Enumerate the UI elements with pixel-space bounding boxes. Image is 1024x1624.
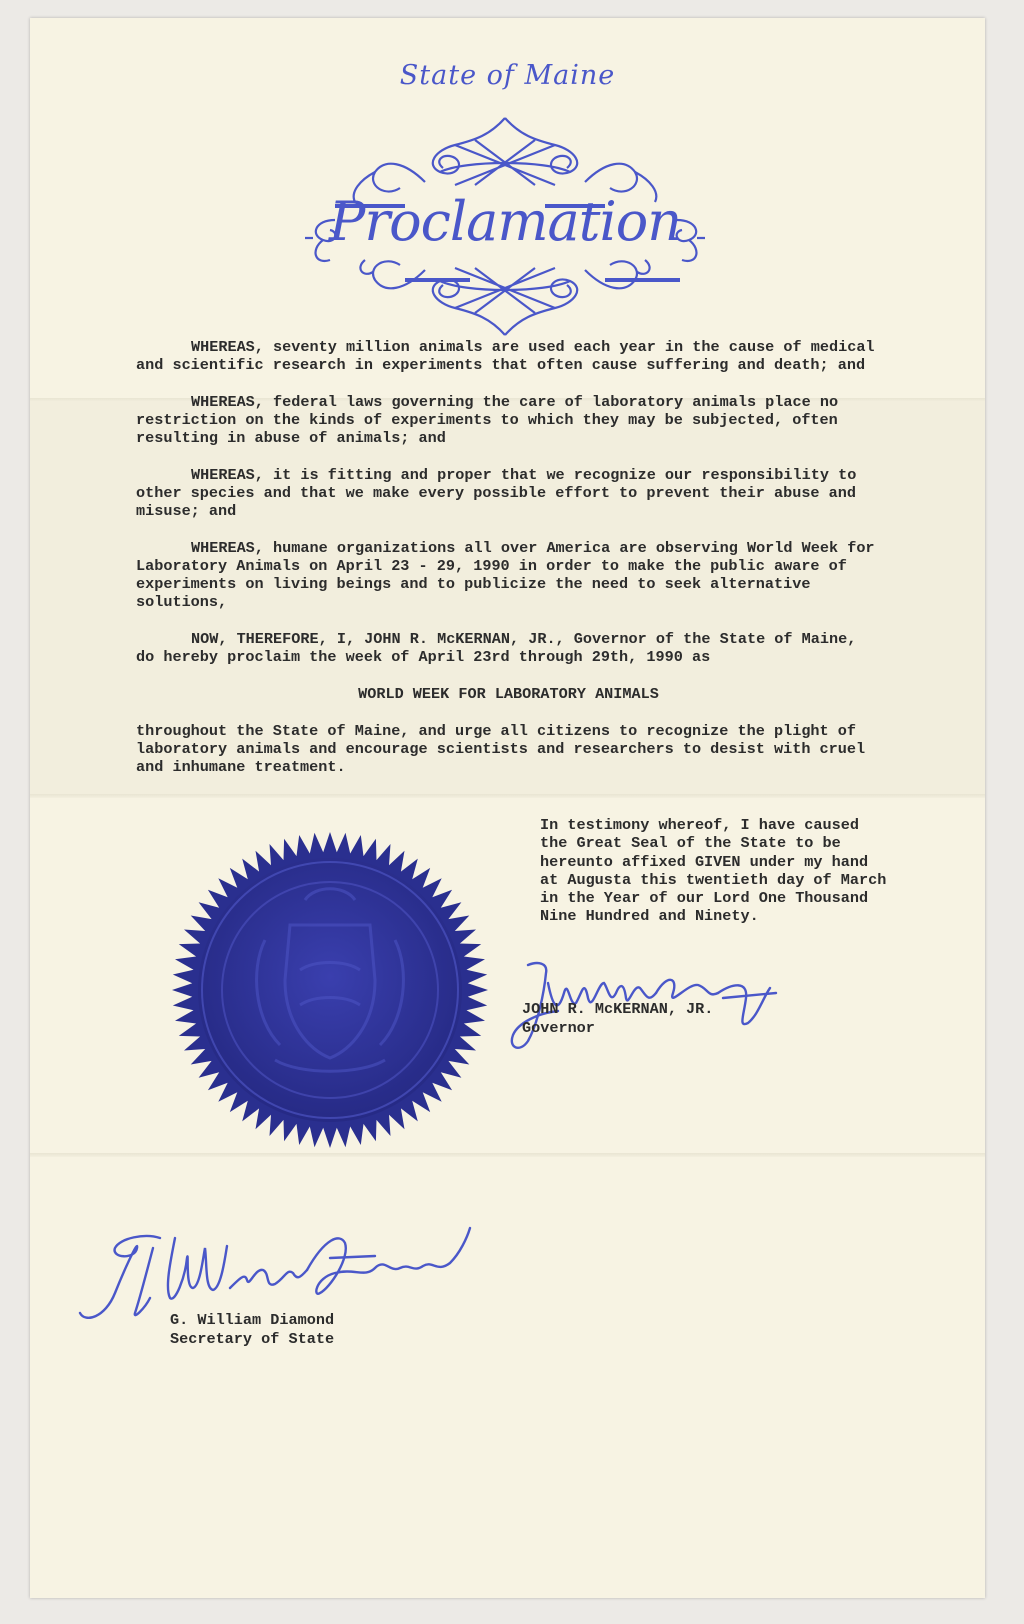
whereas-paragraph: WHEREAS, seventy million animals are used each year in the cause of medical and scientific research in experiments that often cause suffering and death; and [136,338,875,374]
closing-paragraph: throughout the State of Maine, and urge all citizens to recognize the plight of laboratory animals and encourage scientists and researchers to desist with cruel and inhumane treatment. [136,722,866,776]
therefore-paragraph: NOW, THEREFORE, I, JOHN R. McKERNAN, JR., Governor of the State of Maine, do hereby proclaim the week of April 23rd through 29th, 1990 as [136,630,857,666]
fold-line-3 [30,1153,985,1157]
proclamation-title: Proclamation [328,190,682,253]
whereas-paragraph: WHEREAS, it is fitting and proper that we recognize our responsibility to other species and that we make every possible effort to prevent their abuse and misuse; and [136,466,857,520]
testimony-text: In testimony whereof, I have caused the Great Seal of the State to be hereunto affixed GIVEN under my hand at Augusta this twentieth day of March in the Year of our Lord One Thousand Nine Hundred and Ninety. [540,816,887,926]
proclaimed-title: WORLD WEEK FOR LABORATORY ANIMALS [358,685,659,703]
secretary-title: Secretary of State [170,1329,335,1348]
whereas-paragraph: WHEREAS, federal laws governing the care of laboratory animals place no restriction on the kinds of experiments to which they may be subjected, often resulting in abuse of animals; and [136,393,839,447]
governor-name: JOHN R. McKERNAN, JR. [522,1000,714,1018]
secretary-name: G. William Diamond [170,1311,335,1329]
proclamation-sheet [30,18,985,1598]
state-heading: State of Maine [399,60,616,91]
governor-block [522,1000,713,1037]
whereas-paragraph: WHEREAS, humane organizations all over America are observing World Week for Laboratory Animals on April 23 - 29, 1990 in order to make the public aware of experiments on living beings and to publicize the need to seek alternative solutions, [136,539,875,611]
governor-title: Governor [522,1018,595,1037]
proclamation-body [136,338,881,795]
great-seal-of-maine [170,830,490,1150]
secretary-block [170,1311,334,1348]
